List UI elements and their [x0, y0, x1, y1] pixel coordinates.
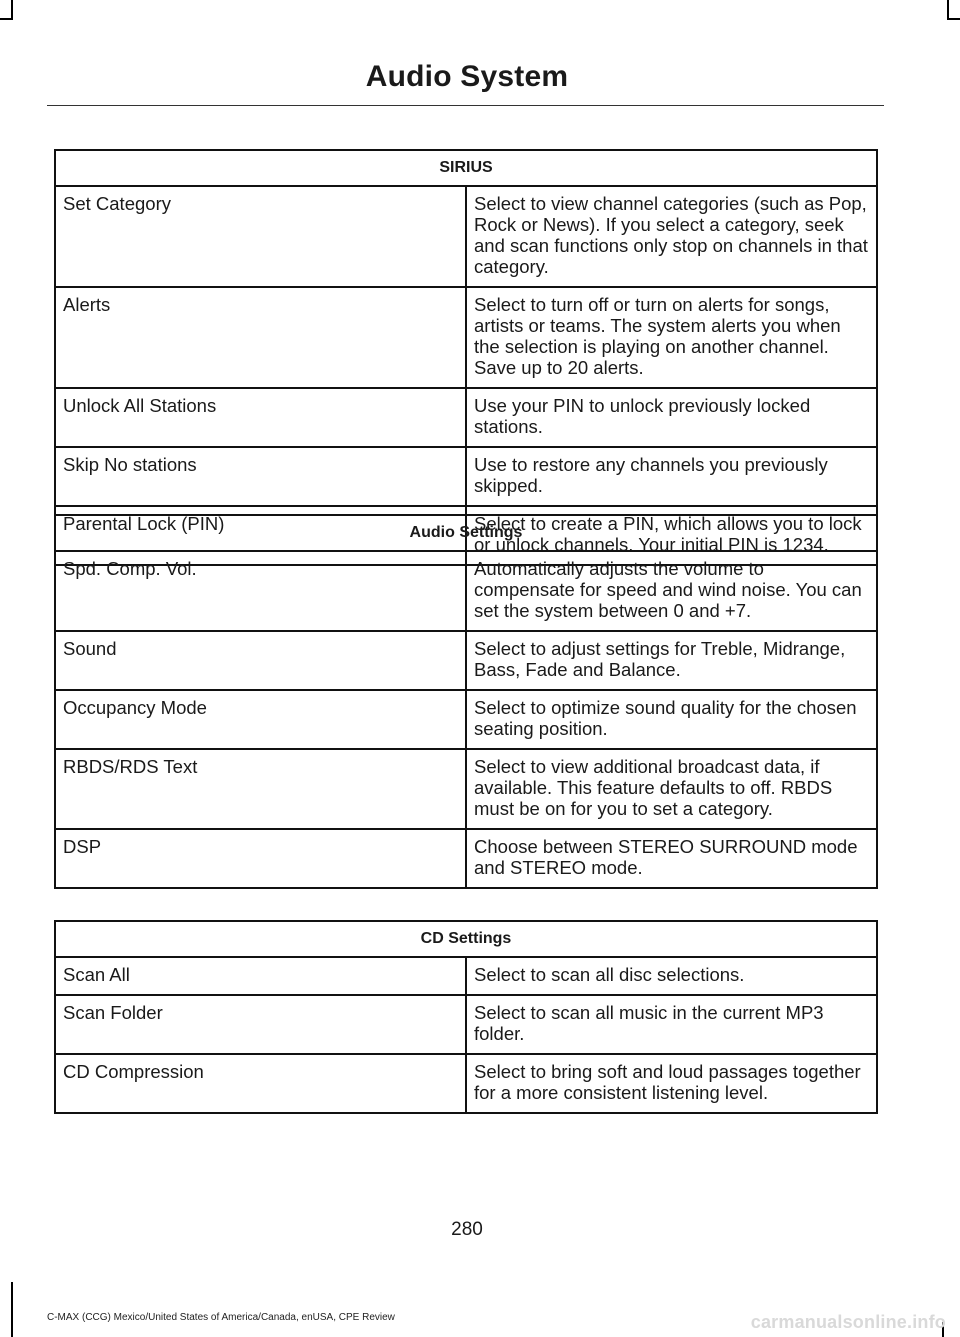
setting-description: Use to restore any channels you previously skipped. [466, 447, 877, 506]
table-row [55, 388, 877, 447]
setting-name: Spd. Comp. Vol. [55, 551, 466, 631]
crop-mark [947, 18, 960, 20]
setting-name: RBDS/RDS Text [55, 749, 466, 829]
setting-description: Select to view channel categories (such as Pop, Rock or News). If you select a category, seek and scan functions only stop on channels in that category. [466, 186, 877, 287]
setting-description: Select to optimize sound quality for the chosen seating position. [466, 690, 877, 749]
crop-mark [11, 1282, 13, 1337]
table-row [55, 957, 877, 995]
setting-name: Set Category [55, 186, 466, 287]
setting-description: Automatically adjusts the volume to compensate for speed and wind noise. You can set the system between 0 and +7. [466, 551, 877, 631]
table-row [55, 186, 877, 287]
table-row [55, 1054, 877, 1113]
table-row [55, 447, 877, 506]
setting-name: CD Compression [55, 1054, 466, 1113]
page-title: Audio System [365, 60, 569, 93]
crop-mark [947, 0, 949, 20]
crop-mark [0, 18, 13, 20]
audio-settings-table [54, 514, 878, 889]
header-divider [47, 105, 884, 106]
setting-name: Skip No stations [55, 447, 466, 506]
setting-name: Occupancy Mode [55, 690, 466, 749]
table-row [55, 829, 877, 888]
setting-description: Select to scan all disc selections. [466, 957, 877, 995]
cd-settings-table [54, 920, 878, 1114]
table-row [55, 749, 877, 829]
setting-name: Unlock All Stations [55, 388, 466, 447]
watermark: carmanualsonline.info [750, 1312, 946, 1332]
setting-name: Parental Lock (PIN) [55, 506, 466, 565]
setting-name: Alerts [55, 287, 466, 388]
setting-description: Select to bring soft and loud passages together for a more consistent listening level. [466, 1054, 877, 1113]
setting-description: Select to turn off or turn on alerts for songs, artists or teams. The system alerts you when the selection is playing on another channel. Save up to 20 alerts. [466, 287, 877, 388]
table-title: Audio Settings [55, 515, 877, 551]
setting-description: Choose between STEREO SURROUND mode and STEREO mode. [466, 829, 877, 888]
table-row [55, 690, 877, 749]
setting-description: Select to create a PIN, which allows you to lock or unlock channels. Your initial PIN is 1234. [466, 506, 877, 565]
setting-description: Select to view additional broadcast data, if available. This feature defaults to off. RBDS must be on for you to set a category. [466, 749, 877, 829]
page-number: 280 [451, 1219, 483, 1240]
setting-name: Scan Folder [55, 995, 466, 1054]
setting-description: Select to scan all music in the current MP3 folder. [466, 995, 877, 1054]
setting-name: Sound [55, 631, 466, 690]
setting-description: Use your PIN to unlock previously locked stations. [466, 388, 877, 447]
table-row [55, 995, 877, 1054]
table-row [55, 631, 877, 690]
table-row [55, 287, 877, 388]
crop-mark [11, 0, 13, 20]
table-row [55, 551, 877, 631]
footer-text: C-MAX (CCG) Mexico/United States of America/Canada, enUSA, CPE Review [47, 1312, 395, 1323]
setting-name: DSP [55, 829, 466, 888]
sirius-table [54, 149, 878, 566]
setting-description: Select to adjust settings for Treble, Midrange, Bass, Fade and Balance. [466, 631, 877, 690]
table-title: SIRIUS [55, 150, 877, 186]
setting-name: Scan All [55, 957, 466, 995]
table-title: CD Settings [55, 921, 877, 957]
